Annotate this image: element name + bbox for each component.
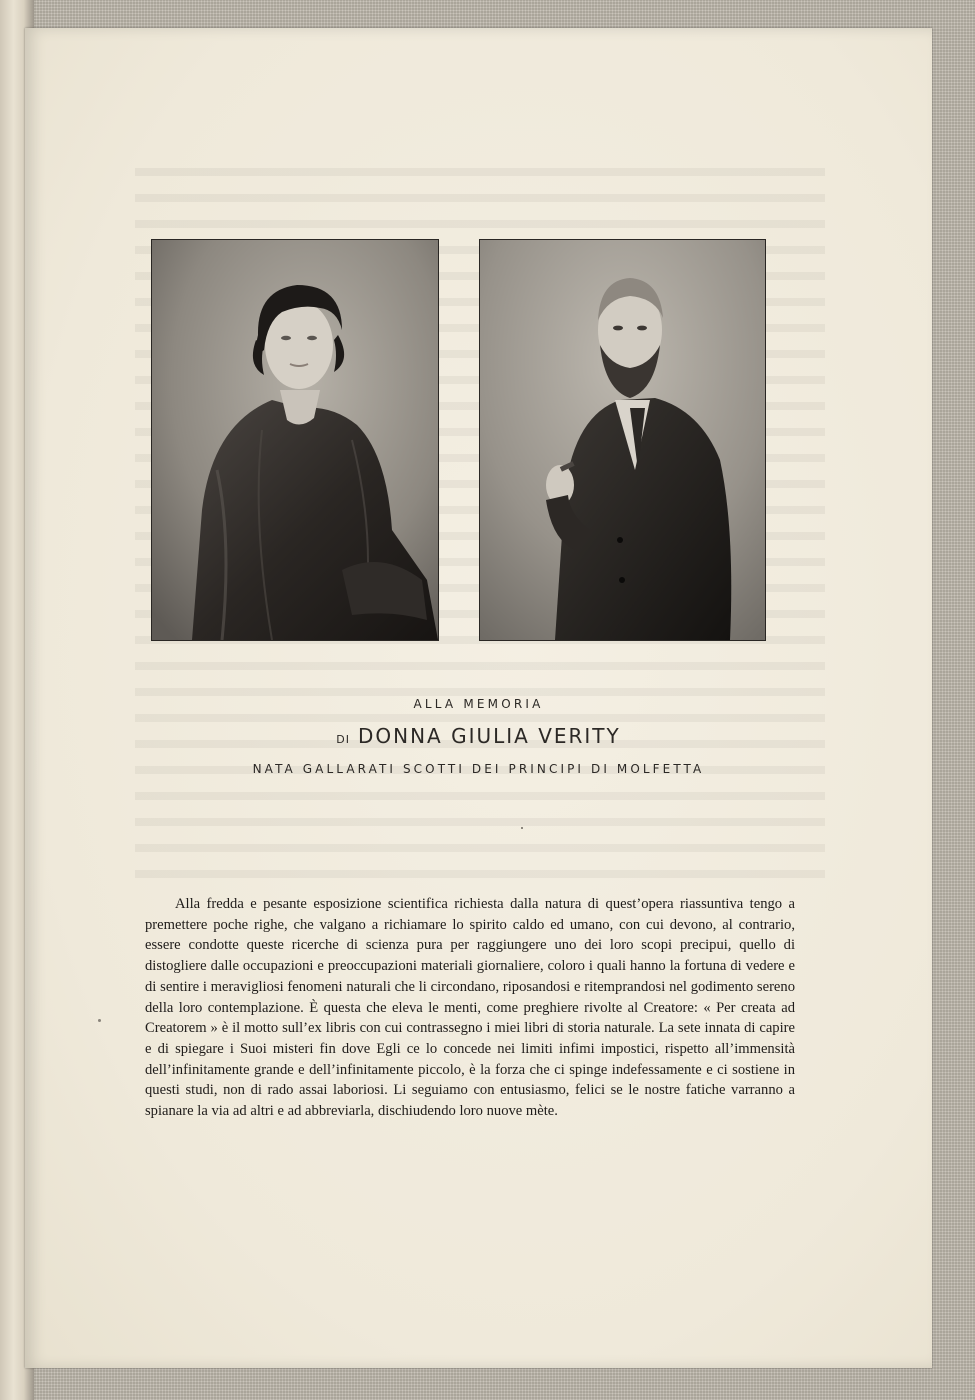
dedication-subtitle: NATA GALLARATI SCOTTI DEI PRINCIPI DI MOLFETTA — [252, 762, 705, 776]
paragraph: Alla fredda e pesante esposizione scientifica richiesta dalla natura di quest’opera riassuntiva tengo a premettere poche righe, che valgano a richiamare lo spirito caldo ed umano, con cui devono, al contrario, essere condotte queste ricerche di scienza pura per raggiungere uno dei loro scopi precipui, quello di distogliere dalle occupazioni e preoccupazioni materiali giornaliere, coloro i quali hanno la fortuna di vedere e di sentire i meravigliosi fenomeni naturali che li circondano, riposandosi e ritemprandosi nel godimento sereno della loro contemplazione. È questa che eleva le menti, come preghiere rivolte al Creatore: « Per creata ad Creatorem » è il motto sull’ex libris con cui contrassegno i miei libri di storia naturale. La sete innata di capire e di spiegare i Suoi misteri fin dove Egli ce lo concede nei limiti infimi impostici, rispetto all’immensità dell’infinitamente grande e dell’infinitamente piccolo, è la forza che ci spinge indefessamente e ci sostiene in questi studi, non di rado assai laboriosi. Li seguiamo con entusiasmo, felici se le nostre fatiche varranno a spianare la via ad altri e ad abbreviarla, dischiudendo loro nuove mète. — [145, 896, 795, 1120]
ornament-dot — [521, 827, 523, 829]
portrait-photo-woman — [152, 240, 438, 640]
book-page — [25, 28, 932, 1368]
name-prefix: DI — [336, 733, 350, 746]
paper-speck — [98, 1019, 101, 1022]
dedication-name — [25, 724, 932, 748]
dedicatee-name: DONNA GIULIA VERITY — [357, 724, 621, 748]
portrait-photo-man — [480, 240, 765, 640]
portrait-man-image — [480, 240, 765, 640]
portrait-woman-image — [152, 240, 438, 640]
body-text — [145, 894, 795, 1122]
dedication-heading: ALLA MEMORIA — [413, 697, 544, 711]
